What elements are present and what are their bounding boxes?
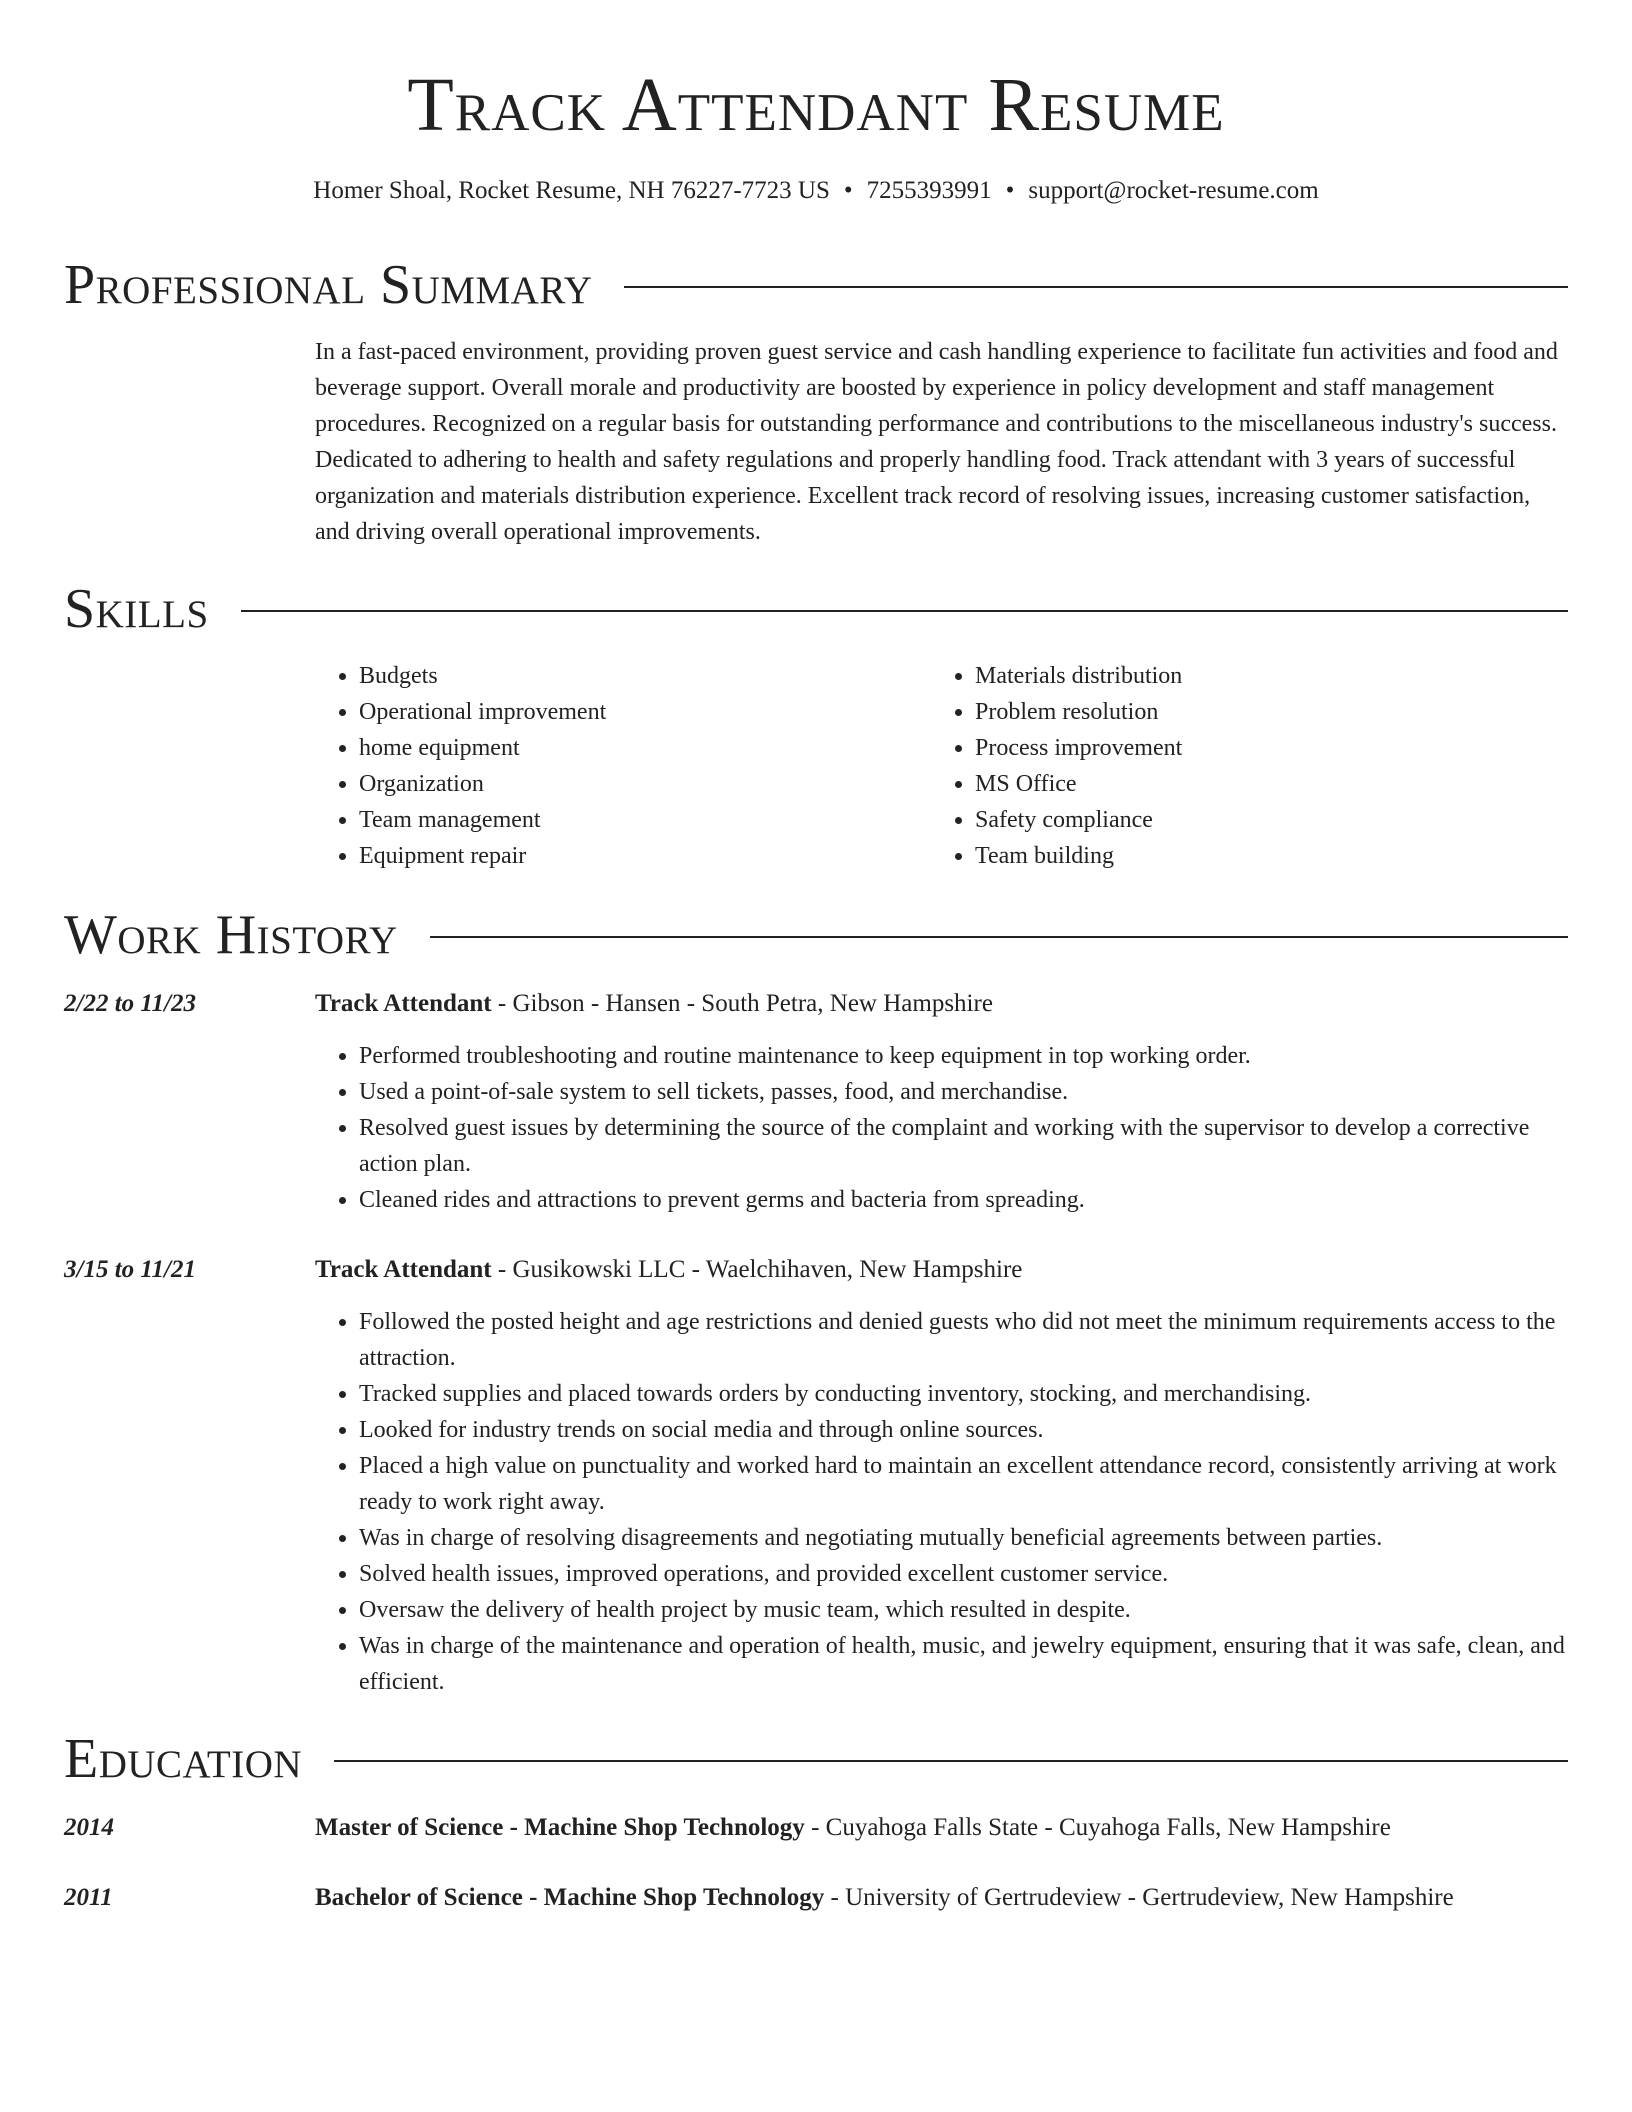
education-line: [315, 1880, 1568, 1916]
contact-email: support@rocket-resume.com: [1028, 177, 1319, 204]
job-dates: 2/22 to 11/23: [64, 990, 196, 1017]
job-entry: [315, 1252, 1568, 1700]
skills-list-right: [931, 658, 1531, 874]
contact-line: [64, 176, 1568, 206]
skill-item: • MS Office: [975, 766, 1531, 802]
job-bullet: • Looked for industry trends on social media and through online sources.: [359, 1412, 1568, 1448]
resume-title: Track Attendant Resume: [407, 63, 1225, 147]
education-section-header: [64, 1726, 1568, 1792]
section-divider: [624, 286, 1568, 288]
skills-section-header: [64, 576, 1568, 642]
job-bullet: • Used a point-of-sale system to sell tickets, passes, food, and merchandise.: [359, 1074, 1568, 1110]
skill-item: • Materials distribution: [975, 658, 1531, 694]
job-details: - Gusikowski LLC - Waelchihaven, New Hampshire: [491, 1256, 1023, 1283]
education-line: [315, 1810, 1568, 1846]
education-year: 2011: [64, 1884, 113, 1911]
education-details: - University of Gertrudeview - Gertrudeview, New Hampshire: [824, 1884, 1454, 1911]
skill-item: • Problem resolution: [975, 694, 1531, 730]
summary-section-header: [64, 252, 1568, 318]
skills-list-left: [315, 658, 915, 874]
skill-item: • Budgets: [359, 658, 915, 694]
summary-text: In a fast-paced environment, providing proven guest service and cash handling experience to facilitate fun activities and food and beverage support. Overall morale and productivity are boosted by experience in policy development and staff management procedures. Recognized on a regular basis for outstanding performance and contributions to the miscellaneous industry's success. Dedicated to adhering to health and safety regulations and properly handling food. Track attendant with 3 years of successful organization and materials distribution experience. Excellent track record of resolving issues, increasing customer satisfaction, and driving overall operational improvements.: [315, 339, 1558, 545]
education-degree: Bachelor of Science - Machine Shop Technology: [315, 1884, 825, 1911]
contact-separator: •: [1005, 177, 1015, 204]
job-bullet: • Placed a high value on punctuality and worked hard to maintain an excellent attendance record, consistently arriving at work ready to work right away.: [359, 1448, 1568, 1520]
work-section-header: [64, 902, 1568, 968]
skill-item: • Team management: [359, 802, 915, 838]
job-bullet: • Solved health issues, improved operations, and provided excellent customer service.: [359, 1556, 1568, 1592]
section-divider: [430, 936, 1568, 938]
job-bullet: • Tracked supplies and placed towards orders by conducting inventory, stocking, and merchandising.: [359, 1376, 1568, 1412]
job-title-line: [315, 986, 1568, 1022]
summary-content: [315, 334, 1568, 550]
job-title: Track Attendant: [315, 1256, 492, 1283]
work-heading: Work History: [64, 904, 398, 966]
education-year: 2014: [64, 1814, 114, 1841]
job-bullets: [315, 1038, 1568, 1218]
skill-item: • Equipment repair: [359, 838, 915, 874]
contact-address: Homer Shoal, Rocket Resume, NH 76227-7723 US: [313, 177, 830, 204]
education-degree: Master of Science - Machine Shop Technology: [315, 1814, 805, 1841]
job-details: - Gibson - Hansen - South Petra, New Hampshire: [491, 990, 993, 1017]
education-entry: [315, 1810, 1568, 1846]
contact-phone: 7255393991: [866, 177, 992, 204]
job-bullet: • Was in charge of resolving disagreements and negotiating mutually beneficial agreements between parties.: [359, 1520, 1568, 1556]
job-bullet: • Cleaned rides and attractions to prevent germs and bacteria from spreading.: [359, 1182, 1568, 1218]
summary-heading: Professional Summary: [64, 254, 593, 316]
job-bullet: • Was in charge of the maintenance and operation of health, music, and jewelry equipment, ensuring that it was safe, clean, and efficient.: [359, 1628, 1568, 1700]
job-dates: 3/15 to 11/21: [64, 1256, 196, 1283]
skills-column-left: [315, 658, 915, 874]
skill-item: • Organization: [359, 766, 915, 802]
job-title-line: [315, 1252, 1568, 1288]
contact-separator: •: [843, 177, 853, 204]
skill-item: • home equipment: [359, 730, 915, 766]
skills-column-right: [931, 658, 1531, 874]
job-title: Track Attendant: [315, 990, 492, 1017]
job-bullet: • Oversaw the delivery of health project by music team, which resulted in despite.: [359, 1592, 1568, 1628]
education-details: - Cuyahoga Falls State - Cuyahoga Falls, New Hampshire: [804, 1814, 1391, 1841]
education-heading: Education: [64, 1728, 303, 1790]
job-bullet: • Resolved guest issues by determining the source of the complaint and working with the supervisor to develop a corrective action plan.: [359, 1110, 1568, 1182]
job-bullets: [315, 1304, 1568, 1700]
job-bullet: • Performed troubleshooting and routine maintenance to keep equipment in top working order.: [359, 1038, 1568, 1074]
section-divider: [334, 1760, 1568, 1762]
section-divider: [241, 610, 1568, 612]
skills-heading: Skills: [64, 578, 209, 640]
job-entry: [315, 986, 1568, 1218]
skill-item: • Safety compliance: [975, 802, 1531, 838]
skill-item: • Team building: [975, 838, 1531, 874]
job-bullet: • Followed the posted height and age restrictions and denied guests who did not meet the minimum requirements access to the attraction.: [359, 1304, 1568, 1376]
skill-item: • Process improvement: [975, 730, 1531, 766]
education-entry: [315, 1880, 1568, 1916]
skills-content: [315, 658, 1568, 878]
skill-item: • Operational improvement: [359, 694, 915, 730]
